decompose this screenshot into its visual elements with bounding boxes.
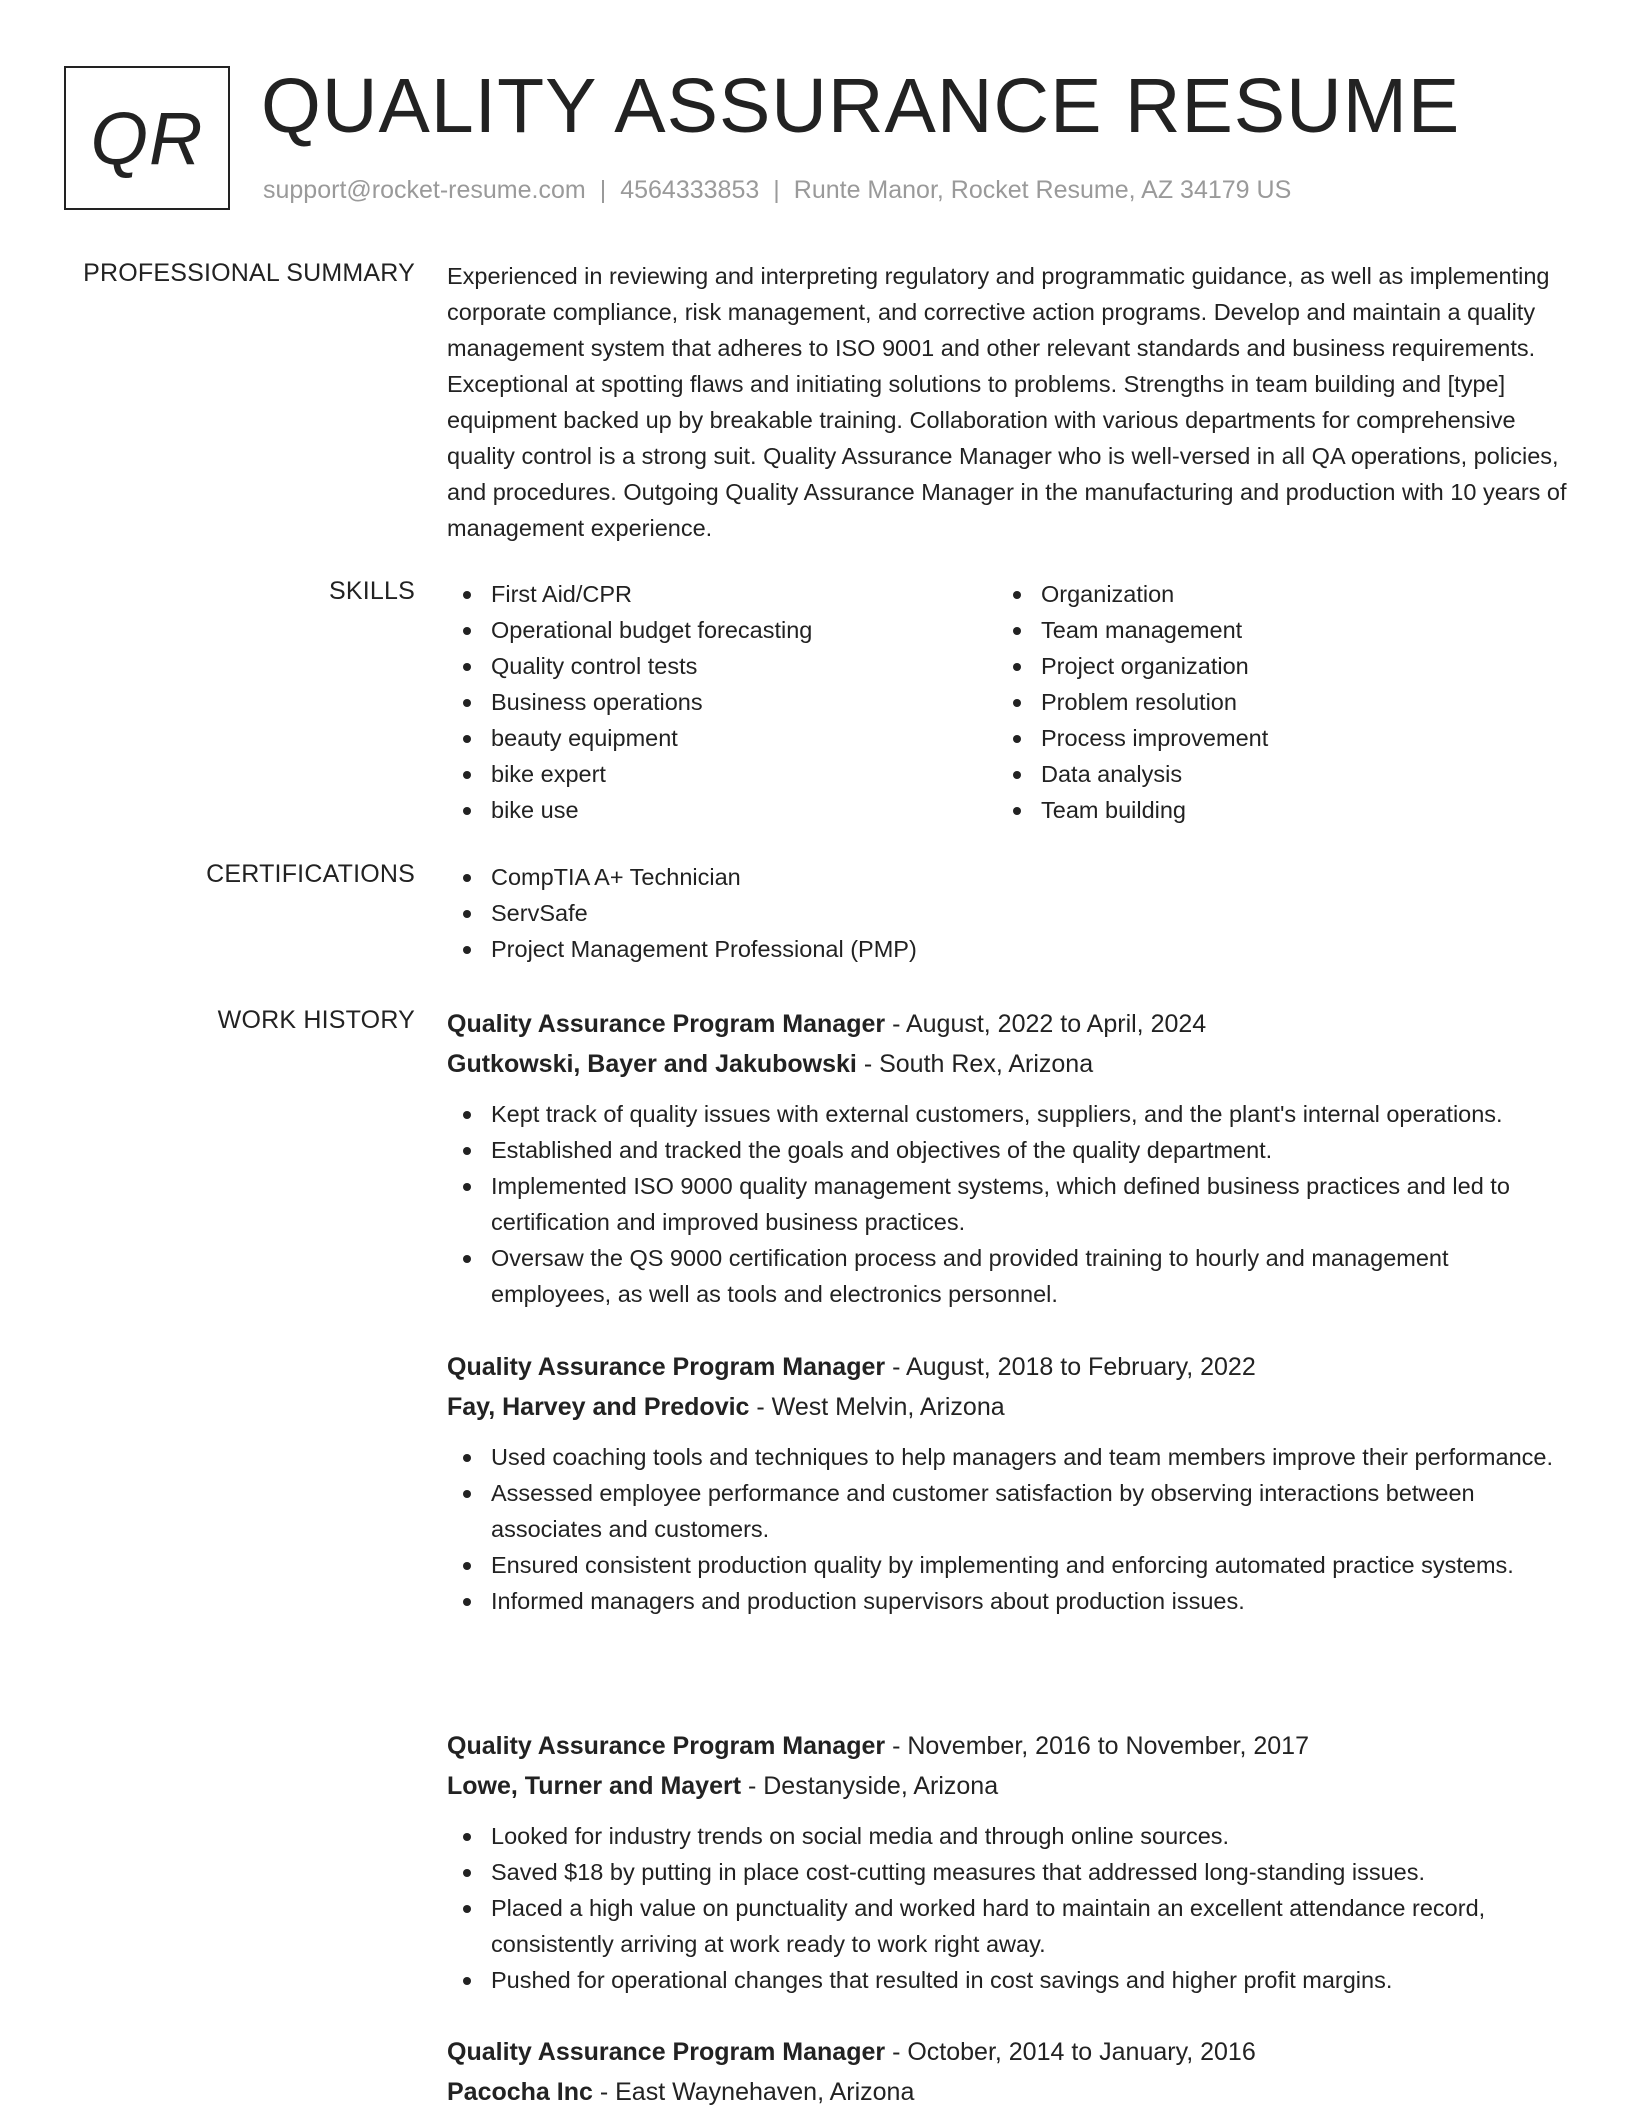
job-title-line [447,1347,1567,1387]
skill-item: Quality control tests [447,648,997,684]
job-title-line [447,1004,1567,1044]
job-duty: Oversaw the QS 9000 certification process and provided training to hourly and management employees, as well as tools and electronics personnel. [447,1240,1567,1312]
job-company: Pacocha Inc [447,2078,593,2106]
summary-text: Experienced in reviewing and interpreting regulatory and programmatic guidance, as well as implementing corporate compliance, risk management, and corrective action programs. Develop and maintain a quality management system that adheres to ISO 9001 and other relevant standards and business requirements. Exceptional at spotting flaws and initiating solutions to problems. Strengths in team building and [type] equipment backed up by breakable training. Collaboration with various departments for comprehensive quality control is a strong suit. Quality Assurance Manager who is well-versed in all QA operations, policies, and procedures. Outgoing Quality Assurance Manager in the manufacturing and production with 10 years of management experience. [447,263,1567,541]
job-duty: Used coaching tools and techniques to help managers and team members improve their performance. [447,1439,1567,1475]
job-company-line [447,1044,1567,1084]
job-title-line [447,2032,1567,2072]
skills-body [447,576,1567,828]
job-title-line [447,1726,1567,1766]
job-company: Gutkowski, Bayer and Jakubowski [447,1050,857,1078]
job-duty: Implemented ISO 9000 quality management systems, which defined business practices and led to certification and improved business practices. [447,1168,1567,1240]
work-history-heading: WORK HISTORY [217,1006,415,1034]
job-duty: Placed a high value on punctuality and worked hard to maintain an excellent attendance record, consistently arriving at work ready to work right away. [447,1890,1567,1962]
job-company: Lowe, Turner and Mayert [447,1772,742,1800]
skill-item: Project organization [997,648,1547,684]
certification-item: CompTIA A+ Technician [447,859,1567,895]
certification-item: ServSafe [447,895,1567,931]
job-duty: Informed managers and production supervisors about production issues. [447,1583,1567,1619]
skills-column-2 [997,576,1547,828]
skill-item: Problem resolution [997,684,1547,720]
contact-separator: | [773,176,780,204]
certification-item: Project Management Professional (PMP) [447,931,1567,967]
job-title: Quality Assurance Program Manager [447,1732,886,1760]
job-title: Quality Assurance Program Manager [447,2038,886,2066]
skills-heading: SKILLS [329,577,415,605]
skill-item: bike use [447,792,997,828]
resume-header [64,63,1564,210]
job-entry [447,1347,1567,1726]
job-duties [447,1096,1567,1312]
contact-line [263,176,1291,205]
job-dates: - August, 2018 to February, 2022 [885,1353,1256,1381]
job-entry [447,2032,1567,2112]
work-history-body [447,1004,1567,2112]
skills-column-1 [447,576,997,828]
job-duties [447,1439,1567,1619]
job-duty: Kept track of quality issues with external customers, suppliers, and the plant's internal operations. [447,1096,1567,1132]
job-duties [447,1818,1567,1998]
job-duty: Established and tracked the goals and objectives of the quality department. [447,1132,1567,1168]
certifications-body [447,859,1567,967]
job-dates: - October, 2014 to January, 2016 [885,2038,1256,2066]
job-location: - South Rex, Arizona [856,1050,1094,1078]
job-company: Fay, Harvey and Predovic [447,1393,750,1421]
summary-heading: PROFESSIONAL SUMMARY [83,259,415,287]
job-title: Quality Assurance Program Manager [447,1353,886,1381]
skill-item: Team building [997,792,1547,828]
skill-item: beauty equipment [447,720,997,756]
job-title: Quality Assurance Program Manager [447,1010,886,1038]
contact-phone[interactable]: 4564333853 [620,176,760,204]
skill-item: Operational budget forecasting [447,612,997,648]
monogram-badge [64,66,230,210]
job-location: - Destanyside, Arizona [741,1772,999,1800]
skill-item: Business operations [447,684,997,720]
job-dates: - August, 2022 to April, 2024 [885,1010,1207,1038]
certifications-heading: CERTIFICATIONS [206,860,415,888]
job-company-line [447,1766,1567,1806]
contact-address: Runte Manor, Rocket Resume, AZ 34179 US [793,176,1292,204]
contact-separator: | [599,176,607,204]
job-location: - West Melvin, Arizona [749,1393,1005,1421]
job-duty: Pushed for operational changes that resulted in cost savings and higher profit margins. [447,1962,1567,1998]
job-duty: Saved $18 by putting in place cost-cutting measures that addressed long-standing issues. [447,1854,1567,1890]
summary-body [447,258,1567,546]
job-duty: Looked for industry trends on social media and through online sources. [447,1818,1567,1854]
job-company-line [447,2072,1567,2112]
skill-item: Team management [997,612,1547,648]
contact-email[interactable]: support@rocket-resume.com [263,176,586,204]
job-entry [447,1726,1567,2032]
skill-item: Organization [997,576,1547,612]
skill-item: Process improvement [997,720,1547,756]
resume-title: QUALITY ASSURANCE RESUME [261,63,1461,149]
skills-grid [447,576,1567,828]
job-location: - East Waynehaven, Arizona [592,2078,915,2106]
skill-item: bike expert [447,756,997,792]
skill-item: First Aid/CPR [447,576,997,612]
certifications-list [447,859,1567,967]
job-dates: - November, 2016 to November, 2017 [885,1732,1309,1760]
monogram-initials: QR [90,96,204,180]
job-company-line [447,1387,1567,1427]
job-entry [447,1004,1567,1347]
skill-item: Data analysis [997,756,1547,792]
job-duty: Assessed employee performance and customer satisfaction by observing interactions between associates and customers. [447,1475,1567,1547]
job-duty: Ensured consistent production quality by implementing and enforcing automated practice systems. [447,1547,1567,1583]
